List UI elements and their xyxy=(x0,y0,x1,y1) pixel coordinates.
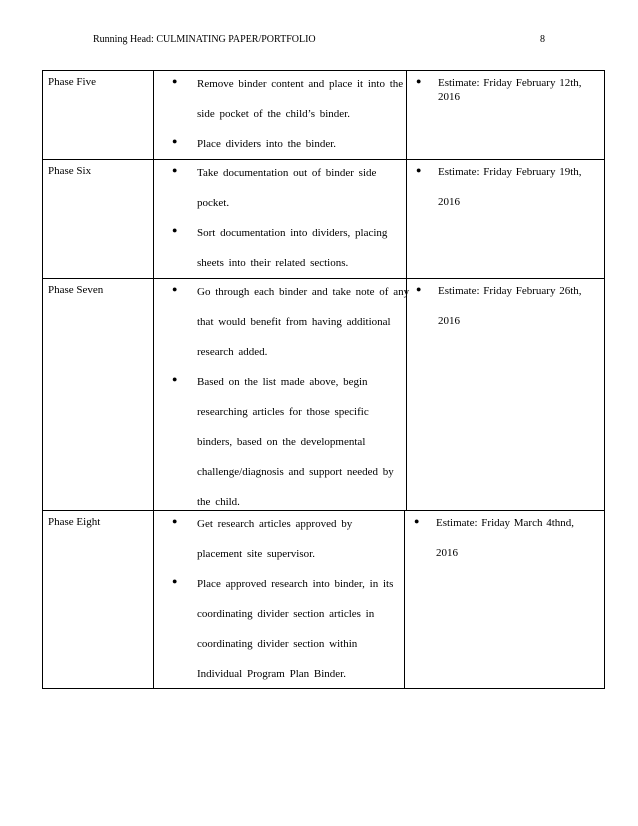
page-number: 8 xyxy=(540,34,545,45)
table-column-divider xyxy=(406,278,407,510)
bullet-icon: ● xyxy=(172,165,178,175)
task-item xyxy=(172,516,397,576)
estimate-text-line: Estimate: Friday February 19th, xyxy=(438,166,582,178)
task-text-line: Sort documentation into dividers, placing xyxy=(197,227,388,239)
task-text-line: Place dividers into the binder. xyxy=(197,138,337,150)
table-row-border xyxy=(42,70,605,71)
task-item xyxy=(172,374,399,524)
phase-label: Phase Seven xyxy=(48,284,104,296)
task-text-line: Place approved research into binder, in its xyxy=(197,578,394,590)
estimate-text-line: 2016 xyxy=(438,196,460,208)
running-head: Running Head: CULMINATING PAPER/PORTFOLIO xyxy=(93,34,316,45)
table-border-left xyxy=(42,70,43,688)
phase-label: Phase Six xyxy=(48,165,92,177)
task-text-line: Go through each binder and take note of any xyxy=(197,286,410,298)
estimate-item xyxy=(416,76,601,104)
estimate-text-line: Estimate: Friday March 4thnd, xyxy=(436,517,575,529)
estimate-item xyxy=(416,165,601,225)
task-text-line: Individual Program Plan Binder. xyxy=(197,668,346,680)
bullet-icon: ● xyxy=(416,284,422,294)
task-text-line: challenge/diagnosis and support needed by xyxy=(197,466,394,478)
bullet-icon: ● xyxy=(172,576,178,586)
task-item xyxy=(172,284,410,374)
table-border-right xyxy=(604,70,605,688)
task-text-line: the child. xyxy=(197,496,240,508)
bullet-icon: ● xyxy=(416,165,422,175)
task-text-line: pocket. xyxy=(197,197,230,209)
task-text-line: side pocket of the child’s binder. xyxy=(197,108,350,120)
table-column-divider xyxy=(153,278,154,510)
bullet-icon: ● xyxy=(172,284,178,294)
task-item xyxy=(172,576,397,696)
task-text-line: Remove binder content and place it into the xyxy=(197,78,404,90)
estimate-item xyxy=(416,284,601,344)
task-text-line: placement site supervisor. xyxy=(197,548,315,560)
task-text-line: research added. xyxy=(197,346,268,358)
task-text-line: Take documentation out of binder side xyxy=(197,167,377,179)
estimate-item xyxy=(414,516,601,576)
table-column-divider xyxy=(153,159,154,278)
phase-table xyxy=(42,70,605,688)
estimate-text-line: 2016 xyxy=(436,547,458,559)
task-text-line: coordinating divider section within xyxy=(197,638,358,650)
task-item xyxy=(172,225,399,285)
task-item xyxy=(172,165,399,225)
bullet-icon: ● xyxy=(414,516,420,526)
phase-label: Phase Five xyxy=(48,76,96,88)
estimate-text-line: Estimate: Friday February 26th, xyxy=(438,285,582,297)
phase-label: Phase Eight xyxy=(48,516,101,528)
bullet-icon: ● xyxy=(172,374,178,384)
task-text-line: sheets into their related sections. xyxy=(197,257,349,269)
task-text-line: that would benefit from having additional xyxy=(197,316,391,328)
estimate-text-line: 2016 xyxy=(438,91,460,103)
bullet-icon: ● xyxy=(416,76,422,86)
bullet-icon: ● xyxy=(172,76,178,86)
bullet-icon: ● xyxy=(172,225,178,235)
table-column-divider xyxy=(153,70,154,159)
task-item xyxy=(172,76,404,136)
task-item xyxy=(172,136,399,166)
bullet-icon: ● xyxy=(172,516,178,526)
table-column-divider xyxy=(406,159,407,278)
task-text-line: Based on the list made above, begin xyxy=(197,376,368,388)
table-column-divider xyxy=(406,70,407,159)
task-text-line: coordinating divider section articles in xyxy=(197,608,375,620)
task-text-line: Get research articles approved by xyxy=(197,518,353,530)
estimate-text-line: 2016 xyxy=(438,315,460,327)
bullet-icon: ● xyxy=(172,136,178,146)
table-column-divider xyxy=(153,510,154,688)
estimate-text-line: Estimate: Friday February 12th, xyxy=(438,77,582,89)
table-column-divider xyxy=(404,510,405,688)
task-text-line: binders, based on the developmental xyxy=(197,436,366,448)
task-text-line: researching articles for those specific xyxy=(197,406,369,418)
